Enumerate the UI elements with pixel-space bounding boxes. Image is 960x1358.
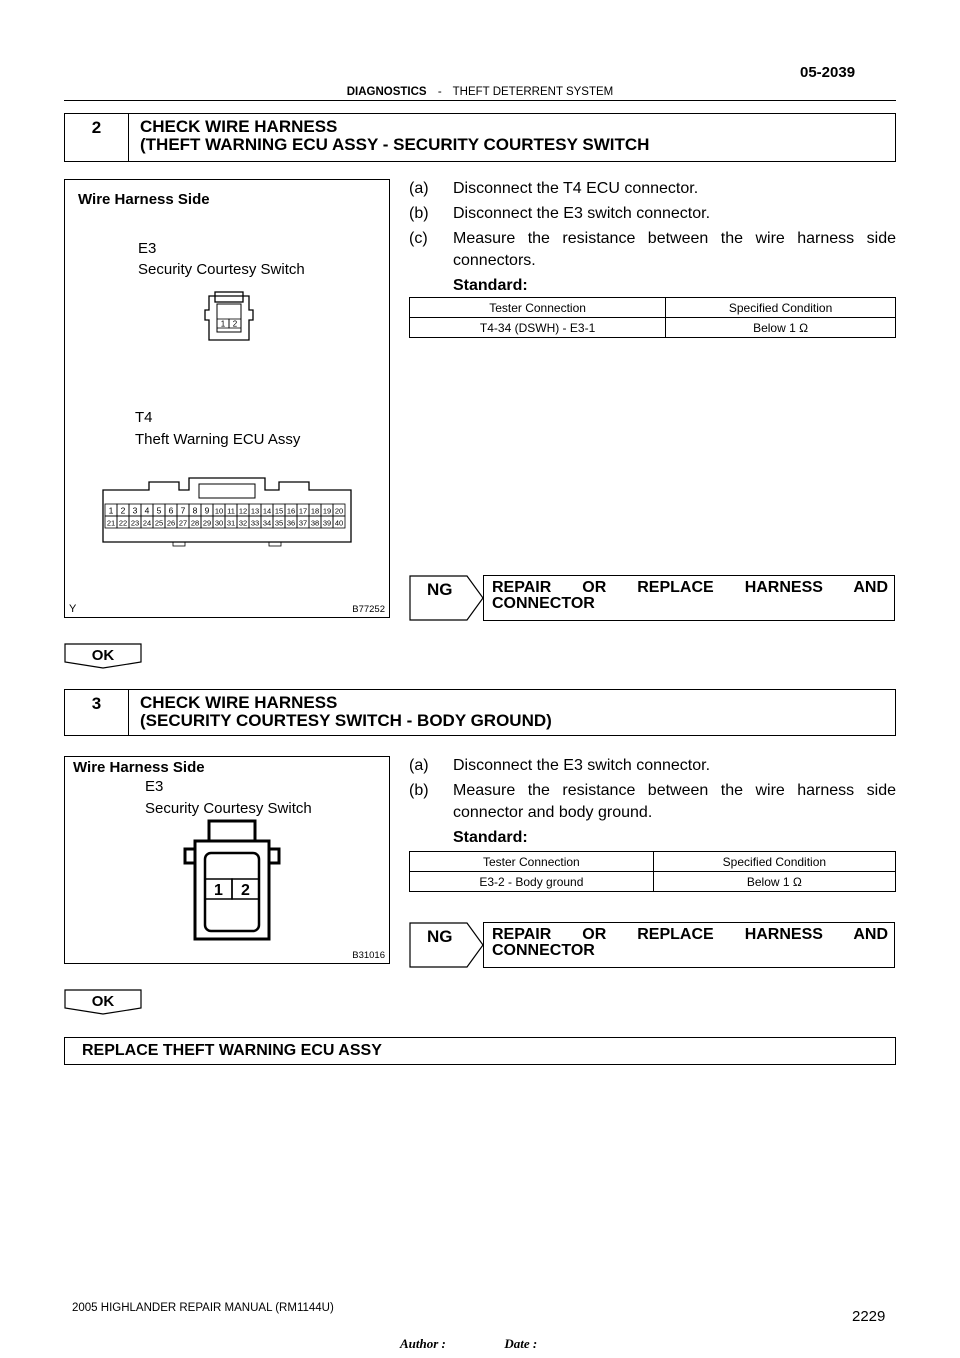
figure-corner-mark: Y: [69, 603, 77, 615]
final-action-text: REPLACE THEFT WARNING ECU ASSY: [82, 1042, 382, 1059]
t4-pin-label: 3: [132, 505, 138, 516]
step-3-ok-badge: [64, 989, 142, 1015]
t4-pin-label: 31: [226, 518, 236, 528]
e3-name-label: Security Courtesy Switch: [145, 800, 312, 817]
figure-side-label: Wire Harness Side: [78, 191, 210, 208]
t4-pin-label: 6: [168, 505, 174, 516]
t4-pin-label: 15: [274, 506, 284, 516]
author-label: Author :: [400, 1336, 446, 1351]
e3-code-label: E3: [138, 240, 157, 257]
t4-pin-label: 24: [142, 518, 152, 528]
t4-pin-label: 2: [120, 505, 126, 516]
t4-pin-label: 18: [310, 506, 320, 516]
step-2-ok-badge: [64, 643, 142, 669]
table-cell: Below 1 Ω: [653, 872, 895, 892]
ng-label: NG: [427, 580, 453, 599]
t4-pin-label: 13: [250, 506, 260, 516]
instruction-item: [409, 203, 896, 225]
t4-pin-label: 33: [250, 518, 260, 528]
e3-code-label: E3: [145, 778, 164, 795]
t4-pin-label: 5: [156, 505, 162, 516]
t4-pin-label: 19: [322, 506, 332, 516]
table-cell: E3-2 - Body ground: [410, 872, 654, 892]
step-2-title: [140, 118, 649, 154]
instruction-text: Measure the resistance between the wire harness side connectors.: [453, 230, 896, 269]
t4-code-label: T4: [135, 409, 153, 426]
t4-pin-label: 26: [166, 518, 176, 528]
ng-action-line1: REPAIR OR REPLACE HARNESS AND: [492, 579, 888, 596]
t4-pin-grid: [105, 504, 345, 528]
table-row: [410, 872, 896, 892]
ok-label: OK: [91, 993, 115, 1010]
instruction-label: (b): [409, 205, 429, 222]
step-2-number: 2: [65, 114, 129, 161]
instruction-text: Measure the resistance between the wire harness side connector and body ground.: [453, 782, 896, 821]
step-3-ng-result: [409, 922, 895, 968]
step-3-instructions: [409, 755, 896, 852]
ng-action-text: [492, 927, 888, 959]
table-header-row: [410, 298, 896, 318]
t4-pin-label: 7: [180, 505, 186, 516]
e3-large-pin-2: 2: [241, 882, 250, 899]
t4-pin-label: 16: [286, 506, 296, 516]
page-number: 2229: [852, 1308, 886, 1325]
figure-code: B31016: [352, 950, 385, 961]
t4-pin-label: 39: [322, 518, 332, 528]
table-row: [410, 318, 896, 338]
step-2-spec-table: [409, 297, 896, 338]
t4-pin-label: 21: [106, 518, 116, 528]
t4-pin-label: 22: [118, 518, 128, 528]
figure-code: B77252: [352, 604, 385, 615]
table-header: Specified Condition: [653, 852, 895, 872]
t4-pin-label: 4: [144, 505, 150, 516]
step-2-title-box: [64, 113, 896, 162]
instruction-text: Disconnect the E3 switch connector.: [453, 205, 711, 222]
ng-action-text: [492, 580, 888, 612]
t4-pin-label: 28: [190, 518, 200, 528]
final-action-box: [64, 1037, 896, 1065]
table-cell: Below 1 Ω: [666, 318, 896, 338]
t4-pin-label: 10: [214, 506, 224, 516]
t4-pin-label: 12: [238, 506, 248, 516]
instruction-item: [409, 178, 896, 200]
e3-small-pin-1: 1: [220, 319, 226, 329]
t4-pin-label: 25: [154, 518, 164, 528]
figure-side-label: Wire Harness Side: [73, 759, 205, 776]
step-3-figure: [64, 756, 390, 964]
t4-pin-label: 27: [178, 518, 188, 528]
step-3-title-line2: (SECURITY COURTESY SWITCH - BODY GROUND): [140, 711, 552, 730]
instruction-label: (c): [409, 230, 428, 247]
section-name: DIAGNOSTICS: [346, 86, 427, 98]
t4-pin-label: 9: [204, 505, 210, 516]
t4-pin-label: 11: [227, 506, 235, 516]
table-header: Specified Condition: [666, 298, 896, 318]
t4-pin-label: 36: [286, 518, 296, 528]
step-2-title-line2: (THEFT WARNING ECU ASSY - SECURITY COURTESY SWITCH: [140, 135, 650, 154]
standard-label: Standard:: [453, 277, 528, 294]
t4-pin-label: 38: [310, 518, 320, 528]
t4-pin-label: 14: [262, 506, 272, 516]
instruction-text: Disconnect the E3 switch connector.: [453, 757, 711, 774]
section-separator: -: [437, 86, 442, 98]
ng-action-box: [483, 922, 895, 968]
ng-action-line1: REPAIR OR REPLACE HARNESS AND: [492, 926, 888, 943]
step-2-figure: [64, 179, 390, 618]
e3-connector-small: [201, 290, 257, 346]
instruction-label: (a): [409, 757, 429, 774]
t4-pin-label: 40: [334, 518, 344, 528]
table-cell: T4-34 (DSWH) - E3-1: [410, 318, 666, 338]
table-header: Tester Connection: [410, 852, 654, 872]
date-label: Date :: [504, 1336, 538, 1351]
t4-pin-label: 20: [334, 506, 344, 516]
standard-label: Standard:: [453, 829, 528, 846]
t4-pin-label: 17: [298, 506, 308, 516]
step-3-title-box: [64, 689, 896, 736]
subsection-name: THEFT DETERRENT SYSTEM: [452, 86, 614, 98]
e3-large-pin-1: 1: [214, 882, 223, 899]
t4-pin-label: 35: [274, 518, 284, 528]
manual-footer: 2005 HIGHLANDER REPAIR MANUAL (RM1144U): [72, 1302, 334, 1314]
step-2-ng-result: [409, 575, 895, 621]
ng-action-box: [483, 575, 895, 621]
t4-pin-label: 34: [262, 518, 272, 528]
ok-label: OK: [91, 647, 115, 664]
e3-connector-large: [179, 819, 285, 947]
step-3-number: 3: [65, 690, 129, 735]
instruction-label: (a): [409, 180, 429, 197]
step-2-instructions: [409, 178, 896, 300]
ng-action-line2: CONNECTOR: [492, 595, 595, 612]
ng-action-line2: CONNECTOR: [492, 942, 595, 959]
step-2-title-line1: CHECK WIRE HARNESS: [140, 117, 338, 136]
instruction-label: (b): [409, 782, 429, 799]
section-header: [0, 86, 960, 98]
t4-connector: [99, 476, 355, 552]
instruction-item: [409, 780, 896, 824]
t4-pin-label: 29: [202, 518, 212, 528]
header-rule: [64, 100, 896, 101]
step-3-title: [140, 694, 552, 730]
t4-name-label: Theft Warning ECU Assy: [135, 431, 301, 448]
step-3-spec-table: [409, 851, 896, 892]
instruction-item: [409, 755, 896, 777]
t4-pin-label: 8: [192, 505, 198, 516]
table-header: Tester Connection: [410, 298, 666, 318]
e3-small-pin-2: 2: [232, 319, 238, 329]
t4-pin-label: 1: [108, 505, 114, 516]
instruction-item: [409, 228, 896, 272]
page-code: 05-2039: [800, 64, 856, 81]
t4-pin-label: 37: [298, 518, 308, 528]
instruction-text: Disconnect the T4 ECU connector.: [453, 180, 699, 197]
t4-pin-label: 30: [214, 518, 224, 528]
e3-name-label: Security Courtesy Switch: [138, 261, 305, 278]
t4-pin-label: 23: [130, 518, 140, 528]
ng-label: NG: [427, 927, 453, 946]
step-3-title-line1: CHECK WIRE HARNESS: [140, 693, 338, 712]
author-date-line: [400, 1336, 537, 1352]
t4-pin-label: 32: [238, 518, 248, 528]
table-header-row: [410, 852, 896, 872]
